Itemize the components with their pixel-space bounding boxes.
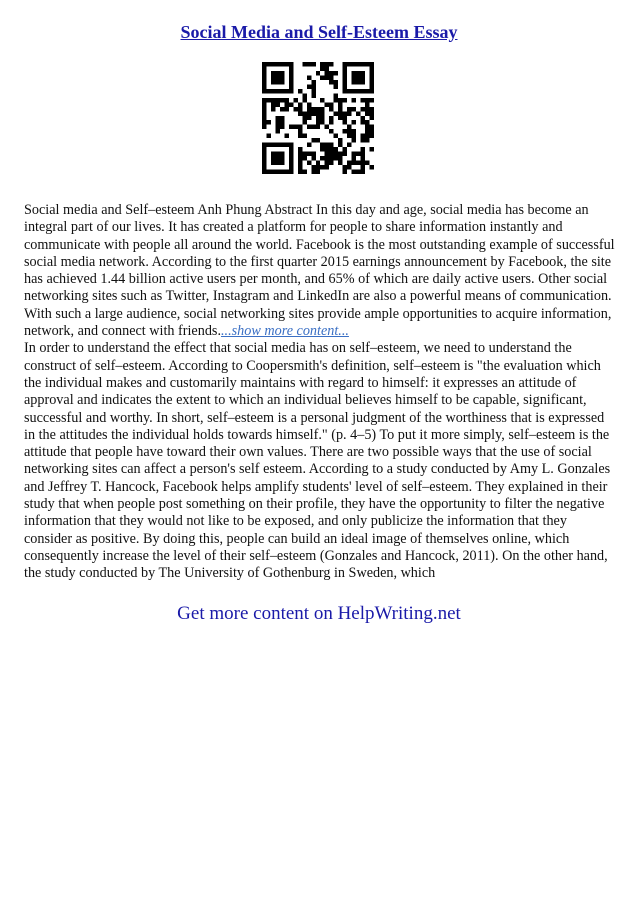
qr-code-icon — [262, 62, 374, 174]
get-more-content-link[interactable]: Get more content on HelpWriting.net — [177, 603, 461, 624]
essay-body — [24, 202, 616, 583]
document-title[interactable]: Social Media and Self-Esteem Essay — [180, 22, 458, 42]
essay-body-continued: In order to understand the effect that social media has on self–esteem, we need to understand the construct of self–esteem. According to Coopersmith's definition, self–esteem is "the evaluation which the individual makes and customarily maintains with regard to himself: it expresses an attitude of approval and indicates the extent to which an individual believes himself to be capable, significant, successful and worthy. In short, self–esteem is a personal judgment of the worthiness that is expressed in the attitudes the individual holds towards himself." (p. 4–5) To put it more simply, self–esteem is the attitude that people have toward their own values. There are two possible ways that the use of social networking sites can affect a person's self esteem. According to a study conducted by Amy L. Gonzales and Jeffrey T. Hancock, Facebook helps amplify students' level of self–esteem. They explained in their study that when people post something on their profile, they have the opportunity to filter the negative information that they would not like to be exposed, and only publicize the information that they consider as positive. By doing this, people can build an ideal image of themselves online, which consequently increase the level of their self–esteem (Gonzales and Hancock, 2011). On the other hand, the study conducted by The University of Gothenburg in Sweden, which — [24, 340, 611, 582]
essay-body-start: Social media and Self–esteem Anh Phung Abstract In this day and age, social media has become an integral part of our lives. It has created a platform for people to share information instantly and communicate with people all around the world. Facebook is the most outstanding example of successful social media network. According to the first quarter 2015 earnings announcement by Facebook, the site has achieved 1.44 billion active users per month, and 65% of which are daily active users. Other social networking sites such as Twitter, Instagram and LinkedIn are also a powerful means of communication. With such a large audience, social networking sites provide ample opportunities to acquire information, network, and connect with friends. — [24, 202, 615, 340]
show-more-link[interactable]: ...show more content... — [221, 323, 349, 340]
